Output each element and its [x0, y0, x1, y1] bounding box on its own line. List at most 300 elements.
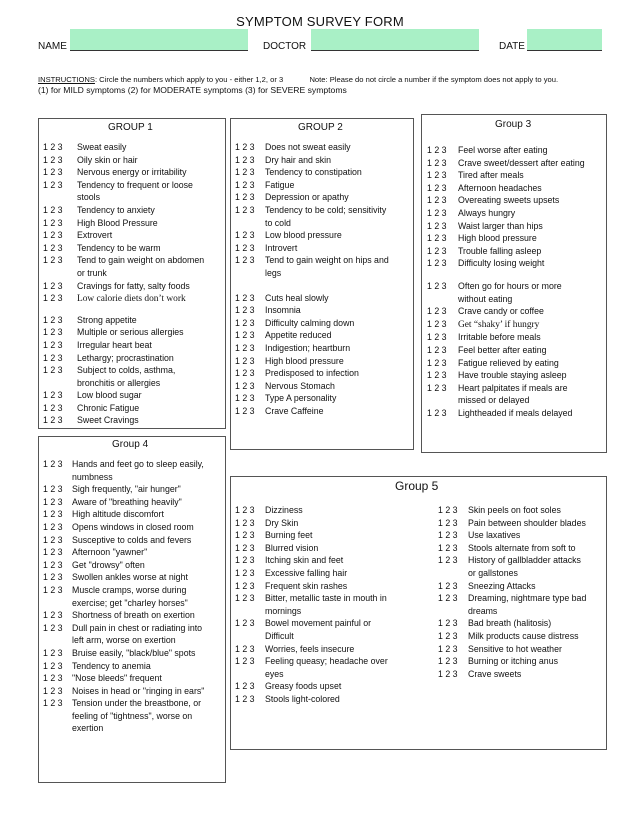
- severity-numbers[interactable]: 1 2 3: [427, 344, 447, 355]
- symptom-item[interactable]: [43, 154, 204, 167]
- severity-numbers[interactable]: 1 2 3: [43, 610, 63, 621]
- severity-numbers[interactable]: 1 2 3: [235, 142, 255, 152]
- severity-numbers[interactable]: 1 2 3: [43, 698, 63, 709]
- symptom-text: Tendency to frequent or loose: [77, 179, 193, 190]
- symptom-text-continued: exercise; get "charley horses": [72, 597, 188, 608]
- severity-numbers[interactable]: 1 2 3: [43, 365, 63, 376]
- symptom-item[interactable]: [427, 207, 585, 220]
- symptom-item[interactable]: [43, 254, 204, 279]
- symptom-item[interactable]: [43, 622, 204, 647]
- symptom-text: Skin peels on foot soles: [468, 505, 561, 515]
- symptom-item[interactable]: [43, 458, 204, 483]
- symptom-text: Irritable before meals: [458, 332, 541, 343]
- symptom-text: Tend to gain weight on hips and: [265, 255, 389, 266]
- symptom-item[interactable]: [43, 414, 204, 427]
- severity-numbers[interactable]: 1 2 3: [235, 567, 255, 578]
- symptom-item[interactable]: [235, 166, 389, 179]
- severity-numbers[interactable]: 1 2 3: [43, 154, 63, 165]
- severity-numbers[interactable]: 1 2 3: [427, 245, 447, 256]
- severity-numbers[interactable]: 1 2 3: [235, 179, 255, 190]
- symptom-text: Low calorie diets don’t work: [77, 294, 186, 305]
- severity-numbers[interactable]: 1 2 3: [438, 580, 458, 591]
- severity-numbers[interactable]: 1 2 3: [438, 555, 458, 566]
- symptom-item[interactable]: [43, 609, 204, 622]
- symptom-text: Itching skin and feet: [265, 555, 344, 566]
- symptom-item[interactable]: [235, 504, 388, 517]
- symptom-item[interactable]: [43, 339, 204, 352]
- doctor-label: DOCTOR: [263, 41, 307, 52]
- severity-numbers[interactable]: 1 2 3: [43, 584, 63, 595]
- severity-numbers[interactable]: 1 2 3: [235, 292, 255, 303]
- symptom-item[interactable]: [235, 529, 388, 542]
- symptom-text: Does not sweat easily: [265, 142, 351, 152]
- severity-numbers[interactable]: 1 2 3: [43, 390, 63, 401]
- severity-numbers[interactable]: 1 2 3: [235, 681, 255, 692]
- symptom-item[interactable]: [43, 204, 204, 217]
- symptom-text: Feeling queasy; headache over: [265, 656, 388, 667]
- symptom-item[interactable]: [438, 668, 586, 681]
- symptom-item[interactable]: [427, 318, 585, 332]
- symptom-item[interactable]: [235, 179, 389, 192]
- severity-numbers[interactable]: 1 2 3: [427, 280, 447, 291]
- symptom-text: Hands and feet go to sleep easily,: [72, 459, 204, 469]
- symptom-item[interactable]: [235, 380, 389, 393]
- severity-numbers[interactable]: 1 2 3: [438, 618, 458, 629]
- severity-numbers[interactable]: 1 2 3: [43, 521, 63, 532]
- date-label: DATE: [499, 41, 525, 52]
- severity-numbers[interactable]: 1 2 3: [427, 195, 447, 206]
- severity-numbers[interactable]: 1 2 3: [427, 157, 447, 168]
- severity-numbers[interactable]: 1 2 3: [438, 656, 458, 667]
- symptom-item[interactable]: [43, 647, 204, 660]
- symptom-item[interactable]: [438, 542, 586, 555]
- symptom-item[interactable]: [43, 389, 204, 402]
- instructions: [38, 75, 558, 84]
- symptom-item[interactable]: [235, 342, 389, 355]
- severity-numbers[interactable]: 1 2 3: [235, 204, 255, 215]
- symptom-item[interactable]: [43, 534, 204, 547]
- symptom-item[interactable]: [235, 329, 389, 342]
- symptom-text: Chronic Fatigue: [77, 402, 140, 413]
- symptom-text: Tension under the breastbone, or: [72, 698, 202, 709]
- severity-numbers[interactable]: 1 2 3: [438, 542, 458, 553]
- symptom-item[interactable]: [43, 496, 204, 509]
- symptom-item[interactable]: [43, 352, 204, 365]
- severity-numbers[interactable]: 1 2 3: [43, 509, 63, 520]
- severity-scale: (1) for MILD symptoms (2) for MODERATE symptoms (3) for SEVERE symptoms: [38, 85, 347, 95]
- severity-numbers[interactable]: 1 2 3: [43, 339, 63, 350]
- symptom-item[interactable]: [235, 292, 389, 305]
- symptom-item[interactable]: [43, 672, 204, 685]
- severity-numbers[interactable]: 1 2 3: [438, 630, 458, 641]
- symptom-text: Tendency to be warm: [77, 242, 161, 253]
- symptom-text-continued: mornings: [265, 605, 302, 616]
- form-title: SYMPTOM SURVEY FORM: [236, 14, 404, 29]
- symptom-text: Dry hair and skin: [265, 154, 332, 165]
- symptom-item[interactable]: [427, 220, 585, 233]
- severity-numbers[interactable]: 1 2 3: [235, 154, 255, 165]
- severity-numbers[interactable]: 1 2 3: [235, 505, 255, 515]
- symptom-item[interactable]: [235, 141, 389, 154]
- severity-numbers[interactable]: 1 2 3: [43, 660, 63, 671]
- severity-numbers[interactable]: 1 2 3: [427, 382, 447, 393]
- symptom-item[interactable]: [43, 546, 204, 559]
- symptom-item[interactable]: [43, 141, 204, 154]
- symptom-text: Strong appetite: [77, 314, 137, 325]
- severity-numbers[interactable]: 1 2 3: [43, 167, 63, 178]
- symptom-text: Afternoon "yawner": [72, 547, 148, 558]
- symptom-text: Subject to colds, asthma,: [77, 365, 176, 376]
- symptom-item[interactable]: [43, 292, 204, 306]
- symptom-item[interactable]: [427, 245, 585, 258]
- symptom-item[interactable]: [43, 483, 204, 496]
- severity-numbers[interactable]: 1 2 3: [235, 618, 255, 629]
- symptom-item[interactable]: [43, 229, 204, 242]
- symptom-item[interactable]: [438, 554, 586, 579]
- symptom-text: Milk products cause distress: [468, 630, 579, 641]
- symptom-text: Crave sweets: [468, 668, 522, 679]
- symptom-item[interactable]: [438, 517, 586, 530]
- symptom-item[interactable]: [427, 169, 585, 182]
- severity-numbers[interactable]: 1 2 3: [43, 280, 63, 291]
- severity-numbers[interactable]: 1 2 3: [235, 192, 255, 203]
- group-4-list: [43, 458, 204, 735]
- symptom-item[interactable]: [43, 217, 204, 230]
- severity-numbers[interactable]: 1 2 3: [427, 170, 447, 181]
- severity-numbers[interactable]: 1 2 3: [427, 145, 447, 155]
- symptom-text: Opens windows in closed room: [72, 521, 194, 532]
- severity-numbers[interactable]: 1 2 3: [43, 622, 63, 633]
- symptom-item[interactable]: [438, 529, 586, 542]
- symptom-item[interactable]: [235, 367, 389, 380]
- symptom-item[interactable]: [235, 680, 388, 693]
- symptom-item[interactable]: [235, 517, 388, 530]
- symptom-item[interactable]: [43, 326, 204, 339]
- symptom-text: Difficulty calming down: [265, 317, 355, 328]
- symptom-text: Susceptive to colds and fevers: [72, 534, 192, 545]
- symptom-text: Crave sweet/dessert after eating: [458, 157, 585, 168]
- severity-numbers[interactable]: 1 2 3: [43, 402, 63, 413]
- severity-numbers[interactable]: 1 2 3: [43, 547, 63, 558]
- symptom-item[interactable]: [235, 542, 388, 555]
- severity-numbers[interactable]: 1 2 3: [43, 314, 63, 325]
- group-2-list: [235, 141, 389, 417]
- symptom-text: Dreaming, nightmare type bad: [468, 593, 587, 604]
- symptom-item[interactable]: [427, 280, 585, 305]
- severity-numbers[interactable]: 1 2 3: [427, 233, 447, 244]
- severity-numbers[interactable]: 1 2 3: [43, 293, 63, 304]
- symptom-item[interactable]: [235, 154, 389, 167]
- severity-numbers[interactable]: 1 2 3: [235, 355, 255, 366]
- severity-numbers[interactable]: 1 2 3: [235, 693, 255, 704]
- symptom-item[interactable]: [438, 592, 586, 617]
- symptom-text: Burning feet: [265, 530, 313, 541]
- symptom-text: Aware of "breathing heavily": [72, 496, 182, 507]
- severity-numbers[interactable]: 1 2 3: [43, 230, 63, 241]
- symptom-text-continued: bronchitis or allergies: [77, 377, 161, 388]
- severity-numbers[interactable]: 1 2 3: [427, 182, 447, 193]
- symptom-text: Greasy foods upset: [265, 681, 342, 692]
- symptom-item[interactable]: [427, 257, 585, 270]
- symptom-item[interactable]: [438, 655, 586, 668]
- symptom-text: High altitude discomfort: [72, 509, 164, 520]
- symptom-item[interactable]: [427, 407, 585, 420]
- severity-numbers[interactable]: 1 2 3: [43, 647, 63, 658]
- severity-numbers[interactable]: 1 2 3: [43, 142, 63, 152]
- symptom-item[interactable]: [427, 144, 585, 157]
- symptom-text: Irregular heart beat: [77, 339, 152, 350]
- name-field[interactable]: [70, 29, 248, 51]
- symptom-text: Crave Caffeine: [265, 405, 324, 416]
- symptom-text: Have trouble staying asleep: [458, 370, 567, 381]
- symptom-item[interactable]: [43, 660, 204, 673]
- severity-numbers[interactable]: 1 2 3: [235, 305, 255, 316]
- symptom-text: Trouble falling asleep: [458, 245, 542, 256]
- symptom-text: Difficulty losing weight: [458, 258, 545, 269]
- group-2-title: GROUP 2: [298, 122, 343, 133]
- symptom-text: Dull pain in chest or radiating into: [72, 622, 203, 633]
- symptom-item[interactable]: [235, 643, 388, 656]
- severity-numbers[interactable]: 1 2 3: [235, 255, 255, 266]
- severity-numbers[interactable]: 1 2 3: [235, 380, 255, 391]
- symptom-item[interactable]: [43, 521, 204, 534]
- severity-numbers[interactable]: 1 2 3: [43, 685, 63, 696]
- severity-numbers[interactable]: 1 2 3: [235, 580, 255, 591]
- symptom-text: Introvert: [265, 242, 298, 253]
- symptom-item[interactable]: [43, 179, 204, 204]
- symptom-item[interactable]: [235, 554, 388, 567]
- severity-numbers[interactable]: 1 2 3: [427, 220, 447, 231]
- symptom-text-continued: numbness: [72, 471, 113, 482]
- symptom-item[interactable]: [235, 242, 389, 255]
- severity-numbers[interactable]: 1 2 3: [235, 656, 255, 667]
- severity-numbers[interactable]: 1 2 3: [427, 207, 447, 218]
- severity-numbers[interactable]: 1 2 3: [43, 352, 63, 363]
- severity-numbers[interactable]: 1 2 3: [438, 643, 458, 654]
- severity-numbers[interactable]: 1 2 3: [235, 368, 255, 379]
- symptom-text: Dizziness: [265, 505, 303, 515]
- symptom-text: Swollen ankles worse at night: [72, 572, 188, 583]
- symptom-item[interactable]: [235, 254, 389, 279]
- symptom-item[interactable]: [235, 580, 388, 593]
- severity-numbers[interactable]: 1 2 3: [43, 179, 63, 190]
- symptom-text: Often go for hours or more: [458, 280, 562, 291]
- symptom-text: Predisposed to infection: [265, 368, 359, 379]
- severity-numbers[interactable]: 1 2 3: [235, 317, 255, 328]
- symptom-item[interactable]: [235, 405, 389, 418]
- symptom-text: Cuts heal slowly: [265, 292, 329, 303]
- symptom-item[interactable]: [438, 580, 586, 593]
- severity-numbers[interactable]: 1 2 3: [235, 230, 255, 241]
- symptom-text: Appetite reduced: [265, 330, 332, 341]
- symptom-text: Insomnia: [265, 305, 301, 316]
- symptom-text: Frequent skin rashes: [265, 580, 348, 591]
- symptom-item[interactable]: [235, 304, 389, 317]
- symptom-item[interactable]: [43, 166, 204, 179]
- symptom-item[interactable]: [235, 693, 388, 706]
- severity-numbers[interactable]: 1 2 3: [427, 370, 447, 381]
- severity-numbers[interactable]: 1 2 3: [438, 505, 458, 515]
- symptom-item[interactable]: [438, 504, 586, 517]
- symptom-text: Bruise easily, "black/blue" spots: [72, 647, 196, 658]
- symptom-text: Low blood pressure: [265, 230, 342, 241]
- symptom-text-continued: Difficult: [265, 630, 294, 641]
- severity-numbers[interactable]: 1 2 3: [427, 332, 447, 343]
- symptom-item[interactable]: [235, 229, 389, 242]
- doctor-field[interactable]: [311, 29, 479, 51]
- symptom-text: Type A personality: [265, 393, 337, 404]
- symptom-text: Noises in head or "ringing in ears": [72, 685, 205, 696]
- symptom-item[interactable]: [427, 182, 585, 195]
- severity-numbers[interactable]: 1 2 3: [235, 393, 255, 404]
- symptom-text: Nervous Stomach: [265, 380, 335, 391]
- symptom-text: Feel worse after eating: [458, 145, 548, 155]
- severity-numbers[interactable]: 1 2 3: [235, 167, 255, 178]
- symptom-text: Multiple or serious allergies: [77, 327, 184, 338]
- symptom-text: Sweat easily: [77, 142, 127, 152]
- symptom-item[interactable]: [43, 559, 204, 572]
- symptom-item[interactable]: [427, 331, 585, 344]
- symptom-item[interactable]: [235, 592, 388, 617]
- symptom-text-continued: stools: [77, 192, 100, 203]
- symptom-text: Nervous energy or irritability: [77, 167, 187, 178]
- group-3-title: Group 3: [495, 119, 532, 130]
- severity-numbers[interactable]: 1 2 3: [235, 530, 255, 541]
- severity-numbers[interactable]: 1 2 3: [43, 415, 63, 426]
- symptom-text: Cravings for fatty, salty foods: [77, 280, 190, 291]
- symptom-text-continued: dreams: [468, 605, 498, 616]
- symptom-item[interactable]: [427, 382, 585, 407]
- severity-numbers[interactable]: 1 2 3: [43, 204, 63, 215]
- symptom-text: Crave candy or coffee: [458, 306, 544, 317]
- symptom-item[interactable]: [43, 508, 204, 521]
- severity-numbers[interactable]: 1 2 3: [438, 593, 458, 604]
- instructions-text: : Circle the numbers which apply to you - either 1,2, or 3: [94, 75, 284, 84]
- symptom-text: Sigh frequently, "air hunger": [72, 484, 181, 495]
- severity-numbers[interactable]: 1 2 3: [438, 530, 458, 541]
- symptom-text-continued: missed or delayed: [458, 395, 530, 406]
- symptom-text: Always hungry: [458, 207, 516, 218]
- group-5-title: Group 5: [395, 479, 439, 493]
- symptom-text: Sneezing Attacks: [468, 580, 536, 591]
- severity-numbers[interactable]: 1 2 3: [43, 242, 63, 253]
- symptom-text: Lethargy; procrastination: [77, 352, 174, 363]
- severity-numbers[interactable]: 1 2 3: [43, 459, 63, 469]
- symptom-text-continued: legs: [265, 267, 282, 278]
- symptom-item[interactable]: [235, 617, 388, 642]
- severity-numbers[interactable]: 1 2 3: [427, 258, 447, 269]
- symptom-text: Heart palpitates if meals are: [458, 382, 568, 393]
- symptom-text: Burning or itching anus: [468, 656, 558, 667]
- severity-numbers[interactable]: 1 2 3: [235, 405, 255, 416]
- severity-numbers[interactable]: 1 2 3: [235, 593, 255, 604]
- severity-numbers[interactable]: 1 2 3: [438, 668, 458, 679]
- symptom-item[interactable]: [438, 643, 586, 656]
- symptom-item[interactable]: [43, 280, 204, 293]
- symptom-text: Depression or apathy: [265, 192, 349, 203]
- symptom-text: Dry Skin: [265, 517, 299, 528]
- symptom-text: Tendency to anxiety: [77, 204, 155, 215]
- symptom-text: Tendency to anemia: [72, 660, 151, 671]
- symptom-item[interactable]: [427, 369, 585, 382]
- severity-numbers[interactable]: 1 2 3: [427, 318, 447, 329]
- symptom-text: Lightheaded if meals delayed: [458, 407, 573, 418]
- severity-numbers[interactable]: 1 2 3: [43, 673, 63, 684]
- symptom-item[interactable]: [427, 344, 585, 357]
- symptom-text: Extrovert: [77, 230, 113, 241]
- symptom-item[interactable]: [235, 567, 388, 580]
- group-4-title: Group 4: [112, 439, 149, 450]
- severity-numbers[interactable]: 1 2 3: [427, 306, 447, 317]
- symptom-item[interactable]: [427, 305, 585, 318]
- severity-numbers[interactable]: 1 2 3: [43, 534, 63, 545]
- symptom-text: Low blood sugar: [77, 390, 142, 401]
- severity-numbers[interactable]: 1 2 3: [235, 542, 255, 553]
- symptom-item[interactable]: [43, 697, 204, 735]
- symptom-item[interactable]: [235, 317, 389, 330]
- severity-numbers[interactable]: 1 2 3: [235, 517, 255, 528]
- severity-numbers[interactable]: 1 2 3: [235, 555, 255, 566]
- severity-numbers[interactable]: 1 2 3: [438, 517, 458, 528]
- severity-numbers[interactable]: 1 2 3: [427, 357, 447, 368]
- date-field[interactable]: [527, 29, 602, 51]
- severity-numbers[interactable]: 1 2 3: [43, 496, 63, 507]
- symptom-item[interactable]: [43, 402, 204, 415]
- group-5-left-list: [235, 504, 388, 706]
- severity-numbers[interactable]: 1 2 3: [235, 643, 255, 654]
- severity-numbers[interactable]: 1 2 3: [235, 342, 255, 353]
- severity-numbers[interactable]: 1 2 3: [43, 217, 63, 228]
- severity-numbers[interactable]: 1 2 3: [235, 242, 255, 253]
- severity-numbers[interactable]: 1 2 3: [43, 484, 63, 495]
- severity-numbers[interactable]: 1 2 3: [43, 327, 63, 338]
- symptom-item[interactable]: [43, 584, 204, 609]
- symptom-item[interactable]: [438, 630, 586, 643]
- symptom-item[interactable]: [235, 204, 389, 229]
- symptom-item[interactable]: [235, 655, 388, 680]
- symptom-text: Bitter, metallic taste in mouth in: [265, 593, 387, 604]
- symptom-item[interactable]: [43, 242, 204, 255]
- group-5-right-list: [438, 504, 586, 680]
- severity-numbers[interactable]: 1 2 3: [427, 407, 447, 418]
- severity-numbers[interactable]: 1 2 3: [43, 559, 63, 570]
- symptom-item[interactable]: [235, 392, 389, 405]
- symptom-item[interactable]: [427, 157, 585, 170]
- symptom-item[interactable]: [427, 194, 585, 207]
- symptom-text: Bad breath (halitosis): [468, 618, 552, 629]
- symptom-text: Bowel movement painful or: [265, 618, 372, 629]
- symptom-item[interactable]: [427, 232, 585, 245]
- symptom-text: Blurred vision: [265, 542, 319, 553]
- symptom-item[interactable]: [235, 355, 389, 368]
- symptom-item[interactable]: [43, 314, 204, 327]
- symptom-item[interactable]: [235, 191, 389, 204]
- group-1-list: [43, 141, 204, 427]
- symptom-text: Sensitive to hot weather: [468, 643, 562, 654]
- symptom-text: Feel better after eating: [458, 344, 547, 355]
- severity-numbers[interactable]: 1 2 3: [43, 572, 63, 583]
- symptom-item[interactable]: [43, 571, 204, 584]
- severity-numbers[interactable]: 1 2 3: [43, 255, 63, 266]
- symptom-item[interactable]: [438, 617, 586, 630]
- symptom-item[interactable]: [43, 685, 204, 698]
- symptom-text: Sweet Cravings: [77, 415, 139, 426]
- symptom-item[interactable]: [427, 357, 585, 370]
- severity-numbers[interactable]: 1 2 3: [235, 330, 255, 341]
- symptom-text-continued: exertion: [72, 723, 104, 734]
- symptom-text: High blood pressure: [458, 233, 537, 244]
- symptom-item[interactable]: [43, 364, 204, 389]
